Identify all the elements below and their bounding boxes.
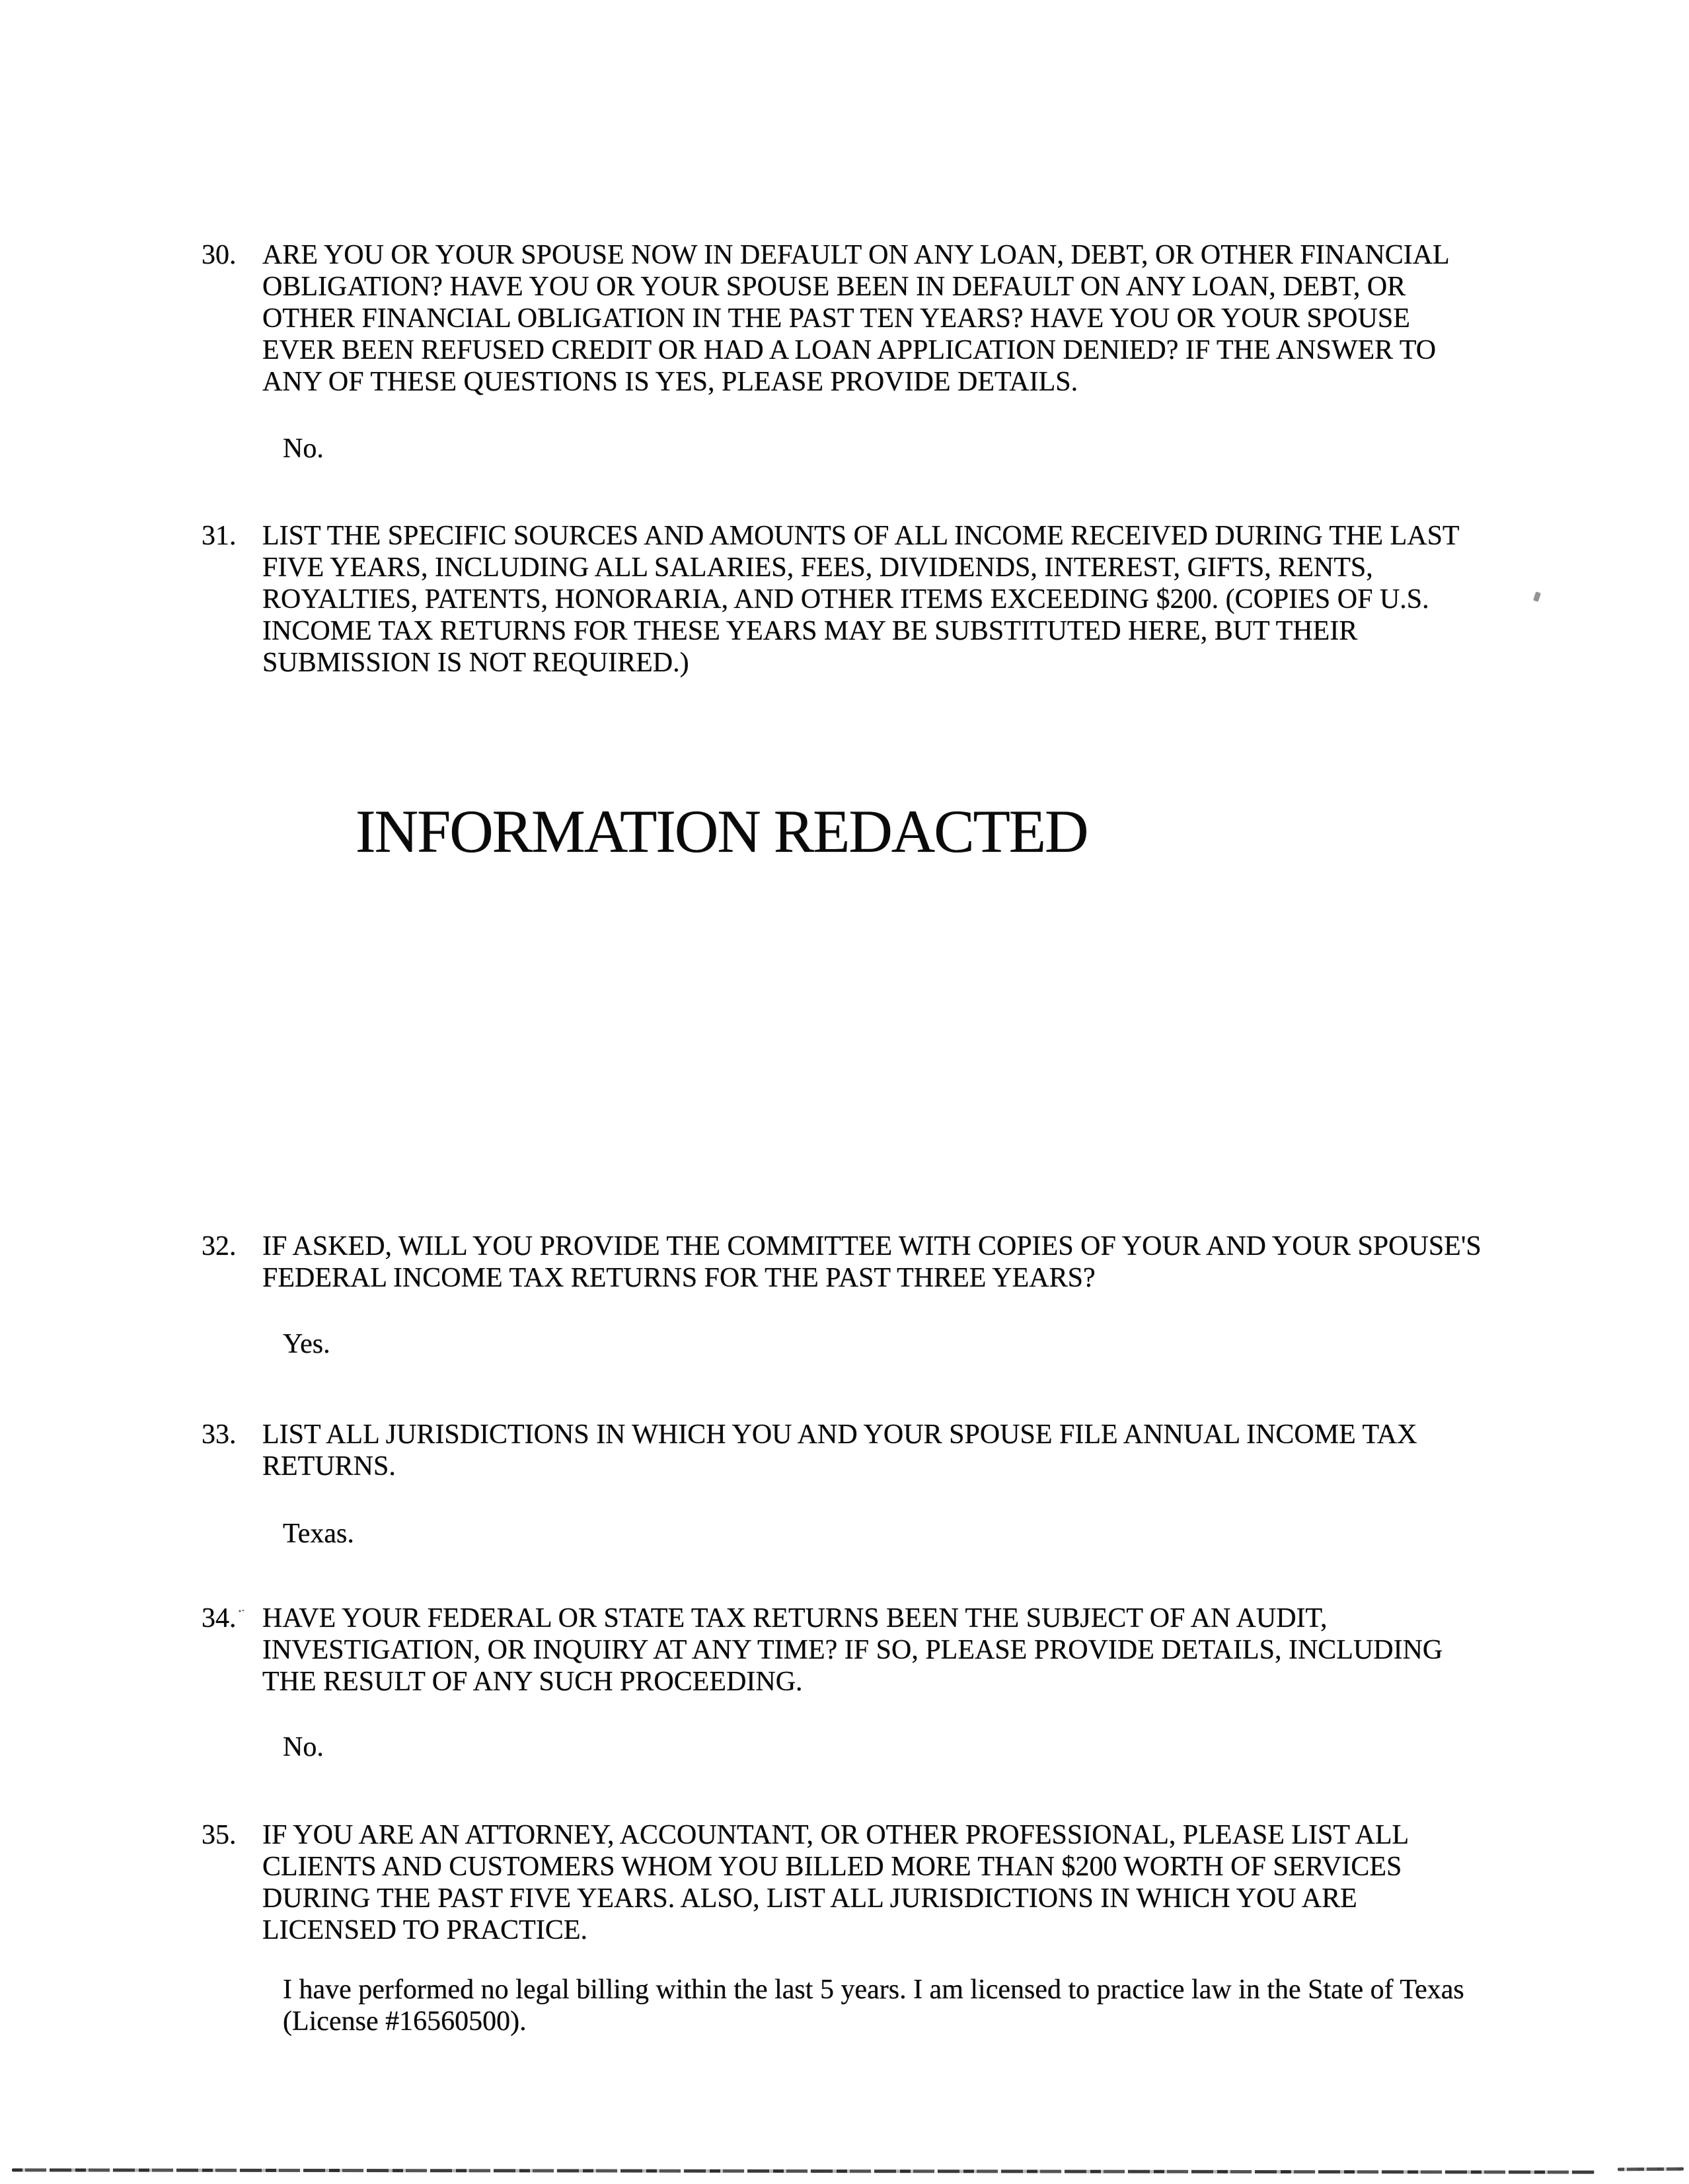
question-35-number: 35. [202,1820,237,1850]
question-34-text: HAVE YOUR FEDERAL OR STATE TAX RETURNS BEEN THE SUBJECT OF AN AUDIT, INVESTIGATION, OR INQUIRY AT ANY TIME? IF SO, PLEASE PROVIDE DETAILS, INCLUDING THE RESULT OF ANY SUCH PROCEEDING. [262,1603,1443,1697]
question-30-text: ARE YOU OR YOUR SPOUSE NOW IN DEFAULT ON ANY LOAN, DEBT, OR OTHER FINANCIAL OBLIGATION? HAVE YOU OR YOUR SPOUSE BEEN IN DEFAULT ON ANY LOAN, DEBT, OR OTHER FINANCIAL OBLIGATION IN THE PAST TEN YEARS? HAVE YOU OR YOUR SPOUSE EVER BEEN REFUSED CREDIT OR HAD A LOAN APPLICATION DENIED? IF THE ANSWER TO ANY OF THESE QUESTIONS IS YES, PLEASE PROVIDE DETAILS. [262,240,1449,397]
question-32-number: 32. [202,1231,237,1261]
question-34-answer: No. [283,1732,324,1762]
question-32-text: IF ASKED, WILL YOU PROVIDE THE COMMITTEE WITH COPIES OF YOUR AND YOUR SPOUSE'S FEDERAL INCOME TAX RETURNS FOR THE PAST THREE YEARS? [262,1231,1482,1293]
scan-artifact-dot [239,1610,244,1612]
question-31 [202,520,1487,679]
question-33-answer: Texas. [283,1519,354,1549]
question-34-number: 34. [202,1603,237,1634]
question-34 [202,1602,1487,1698]
question-32-answer: Yes. [283,1329,330,1359]
question-32 [202,1230,1487,1294]
scan-artifact-bottom-line [12,2168,1595,2173]
question-33-number: 33. [202,1419,237,1450]
question-33 [202,1419,1487,1482]
scan-artifact-tick [1533,591,1541,602]
question-30-number: 30. [202,240,237,270]
question-35-answer: I have performed no legal billing within the last 5 years. I am licensed to practice law in the State of Texas (License #16560500). [283,1975,1464,2037]
question-35-text: IF YOU ARE AN ATTORNEY, ACCOUNTANT, OR OTHER PROFESSIONAL, PLEASE LIST ALL CLIENTS AND CUSTOMERS WHOM YOU BILLED MORE THAN $200 WORTH OF SERVICES DURING THE PAST FIVE YEARS. ALSO, LIST ALL JURISDICTIONS IN WHICH YOU ARE LICENSED TO PRACTICE. [262,1820,1408,1945]
scan-artifact-bottom-line-right [1618,2167,1684,2171]
question-31-text: LIST THE SPECIFIC SOURCES AND AMOUNTS OF ALL INCOME RECEIVED DURING THE LAST FIVE YEARS, INCLUDING ALL SALARIES, FEES, DIVIDENDS, INTEREST, GIFTS, RENTS, ROYALTIES, PATENTS, HONORARIA, AND OTHER ITEMS EXCEEDING $200. (COPIES OF U.S. INCOME TAX RETURNS FOR THESE YEARS MAY BE SUBSTITUTED HERE, BUT THEIR SUBMISSION IS NOT REQUIRED.) [262,521,1459,678]
information-redacted-heading: INFORMATION REDACTED [356,798,1088,865]
question-31-number: 31. [202,521,237,551]
question-30-answer: No. [283,433,324,464]
question-33-text: LIST ALL JURISDICTIONS IN WHICH YOU AND YOUR SPOUSE FILE ANNUAL INCOME TAX RETURNS. [262,1419,1417,1482]
question-35 [202,1819,1487,1946]
question-30 [202,239,1487,398]
